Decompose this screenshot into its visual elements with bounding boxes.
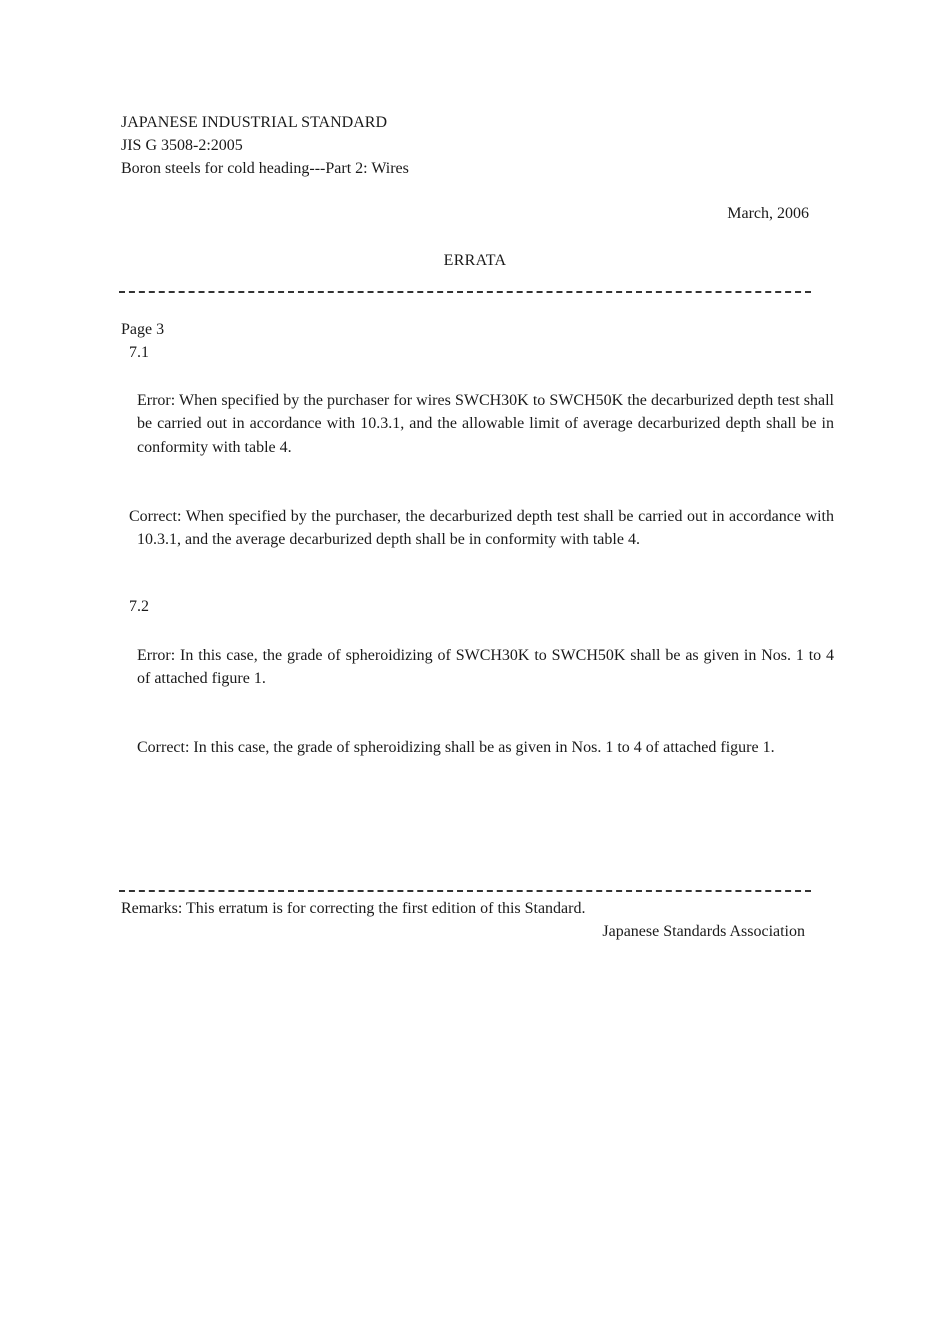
section-number-7-1: 7.1 [129, 344, 149, 361]
section-7-1-correct: Correct: When specified by the purchaser, the decarburized depth test shall be carried out in accordance with 10.3.1, and the average decarburized depth shall be in conformity with table 4. [129, 508, 834, 549]
section-7-1-error: Error: When specified by the purchaser for wires SWCH30K to SWCH50K the decarburized depth test shall be carried out in accordance with 10.3.1, and the allowable limit of average decarburized depth shall be in conformity with table 4. [137, 392, 834, 456]
standard-number: JIS G 3508-2:2005 [121, 137, 243, 154]
section-7-2-correct: Correct: In this case, the grade of spheroidizing shall be as given in Nos. 1 to 4 of attached figure 1. [137, 739, 775, 756]
standard-title: Boron steels for cold heading---Part 2: Wires [121, 160, 409, 177]
bottom-divider [119, 890, 811, 892]
page-reference: Page 3 [121, 321, 165, 338]
issuing-association: Japanese Standards Association [602, 923, 805, 940]
section-7-2-error: Error: In this case, the grade of spheroidizing of SWCH30K to SWCH50K shall be as given in Nos. 1 to 4 of attached figure 1. [137, 647, 834, 688]
page-title: ERRATA [443, 252, 507, 269]
standard-type-heading: JAPANESE INDUSTRIAL STANDARD [121, 114, 387, 131]
top-divider [119, 291, 811, 293]
remarks-note: Remarks: This erratum is for correcting the first edition of this Standard. [121, 900, 586, 917]
section-number-7-2: 7.2 [129, 598, 149, 615]
issue-date: March, 2006 [727, 205, 809, 222]
